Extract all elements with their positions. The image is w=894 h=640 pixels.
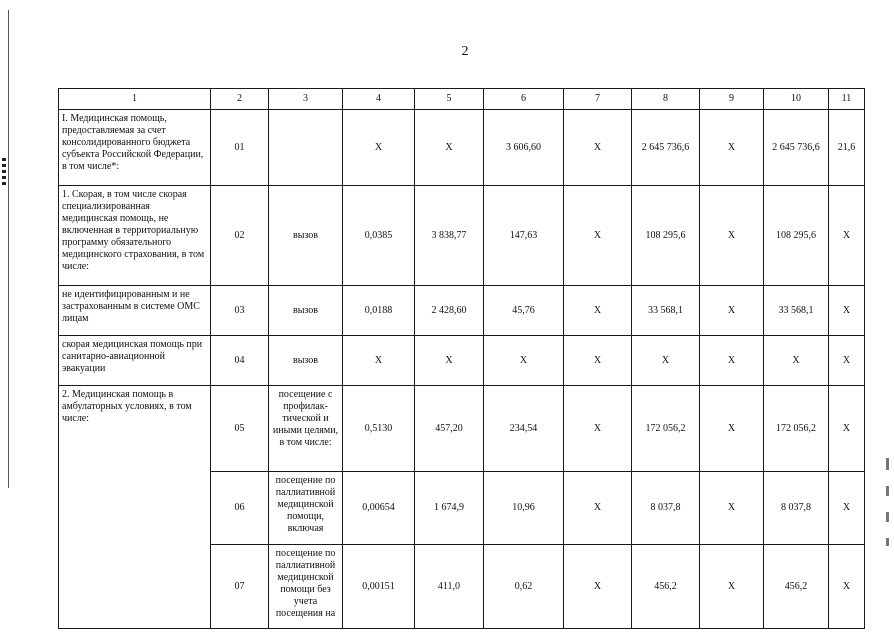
column-header: 1 xyxy=(59,89,211,110)
table-row xyxy=(59,386,865,472)
table-cell: посещение с профилак-тической и иными целями, в том числе: xyxy=(269,386,343,472)
table-cell: X xyxy=(700,286,764,336)
table-row xyxy=(59,186,865,286)
column-header: 7 xyxy=(564,89,632,110)
table-cell: X xyxy=(632,336,700,386)
table-cell: 01 xyxy=(211,110,269,186)
table-cell xyxy=(269,110,343,186)
table-cell: 33 568,1 xyxy=(632,286,700,336)
column-header: 3 xyxy=(269,89,343,110)
table-cell: 3 606,60 xyxy=(484,110,564,186)
table-cell: 02 xyxy=(211,186,269,286)
table-cell: X xyxy=(700,336,764,386)
table-cell: X xyxy=(700,186,764,286)
table-cell: 172 056,2 xyxy=(764,386,829,472)
column-header: 10 xyxy=(764,89,829,110)
table-header-row xyxy=(59,89,865,110)
table-cell: 456,2 xyxy=(764,545,829,629)
table-cell: X xyxy=(564,336,632,386)
table-cell: вызов xyxy=(269,336,343,386)
table-cell: 0,00654 xyxy=(343,472,415,545)
table-cell: 108 295,6 xyxy=(632,186,700,286)
table-cell: 21,6 xyxy=(829,110,865,186)
table-cell: X xyxy=(343,336,415,386)
table-cell: 3 838,77 xyxy=(415,186,484,286)
scan-mark xyxy=(2,158,6,188)
table-cell: 0,0188 xyxy=(343,286,415,336)
table-cell: I. Медицинская помощь, предоставляемая за счет консолидированного бюджета субъекта Российской Федерации, в том числе*: xyxy=(59,110,211,186)
data-table xyxy=(58,88,865,629)
table-cell: 2. Медицинская помощь в амбулаторных условиях, в том числе: xyxy=(59,386,211,629)
table-cell: посещение по паллиативной медицинской помощи, включая xyxy=(269,472,343,545)
column-header: 11 xyxy=(829,89,865,110)
table-cell: X xyxy=(700,545,764,629)
table-cell: 147,63 xyxy=(484,186,564,286)
table-cell: 06 xyxy=(211,472,269,545)
table-cell: 04 xyxy=(211,336,269,386)
table-cell: 8 037,8 xyxy=(632,472,700,545)
table-row xyxy=(59,110,865,186)
column-header: 2 xyxy=(211,89,269,110)
page-margin-line xyxy=(8,10,9,488)
table-cell: 03 xyxy=(211,286,269,336)
table-cell: 1 674,9 xyxy=(415,472,484,545)
table-cell: 8 037,8 xyxy=(764,472,829,545)
table-cell: 457,20 xyxy=(415,386,484,472)
table-cell: X xyxy=(564,186,632,286)
table-cell: не идентифицированным и не застрахованным в системе ОМС лицам xyxy=(59,286,211,336)
table-cell: 234,54 xyxy=(484,386,564,472)
table-cell: X xyxy=(564,545,632,629)
table-cell: 07 xyxy=(211,545,269,629)
table-cell: X xyxy=(564,110,632,186)
column-header: 5 xyxy=(415,89,484,110)
table-cell: X xyxy=(415,336,484,386)
table-cell: скорая медицинская помощь при санитарно-авиационной эвакуации xyxy=(59,336,211,386)
table-cell: 1. Скорая, в том числе скорая специализированная медицинская помощь, не включенная в территориальную программу обязательного медицинского страхования, в том числе: xyxy=(59,186,211,286)
table-cell: X xyxy=(343,110,415,186)
page-number: 2 xyxy=(461,44,469,59)
table-cell: вызов xyxy=(269,286,343,336)
table-cell: 2 428,60 xyxy=(415,286,484,336)
column-header: 8 xyxy=(632,89,700,110)
table-cell: X xyxy=(829,336,865,386)
table-cell: посещение по паллиативной медицинской помощи без учета посещения на xyxy=(269,545,343,629)
table-cell: X xyxy=(829,186,865,286)
scan-mark xyxy=(886,486,889,496)
table-row xyxy=(59,286,865,336)
table-cell: X xyxy=(829,472,865,545)
table-cell: 456,2 xyxy=(632,545,700,629)
table-cell: X xyxy=(564,286,632,336)
table-cell: X xyxy=(764,336,829,386)
table-cell: X xyxy=(415,110,484,186)
scan-mark xyxy=(886,458,889,470)
table-cell: 2 645 736,6 xyxy=(764,110,829,186)
table-cell: 0,5130 xyxy=(343,386,415,472)
table-cell: X xyxy=(564,386,632,472)
table-cell: X xyxy=(700,110,764,186)
table-cell: 0,0385 xyxy=(343,186,415,286)
table-cell: 10,96 xyxy=(484,472,564,545)
table-cell: X xyxy=(700,386,764,472)
table-cell: X xyxy=(829,286,865,336)
table-cell: 2 645 736,6 xyxy=(632,110,700,186)
table-cell: X xyxy=(484,336,564,386)
table-cell: 172 056,2 xyxy=(632,386,700,472)
table-cell: вызов xyxy=(269,186,343,286)
table-cell: 0,62 xyxy=(484,545,564,629)
table-cell: X xyxy=(700,472,764,545)
scan-mark xyxy=(886,538,889,546)
table-cell: 33 568,1 xyxy=(764,286,829,336)
table-cell: 108 295,6 xyxy=(764,186,829,286)
column-header: 4 xyxy=(343,89,415,110)
table-cell: X xyxy=(829,545,865,629)
table-cell: X xyxy=(564,472,632,545)
table-cell: 0,00151 xyxy=(343,545,415,629)
column-header: 6 xyxy=(484,89,564,110)
column-header: 9 xyxy=(700,89,764,110)
table-cell: 411,0 xyxy=(415,545,484,629)
table-cell: 45,76 xyxy=(484,286,564,336)
scan-mark xyxy=(886,512,889,522)
table-cell: 05 xyxy=(211,386,269,472)
table-row xyxy=(59,336,865,386)
table-cell: X xyxy=(829,386,865,472)
